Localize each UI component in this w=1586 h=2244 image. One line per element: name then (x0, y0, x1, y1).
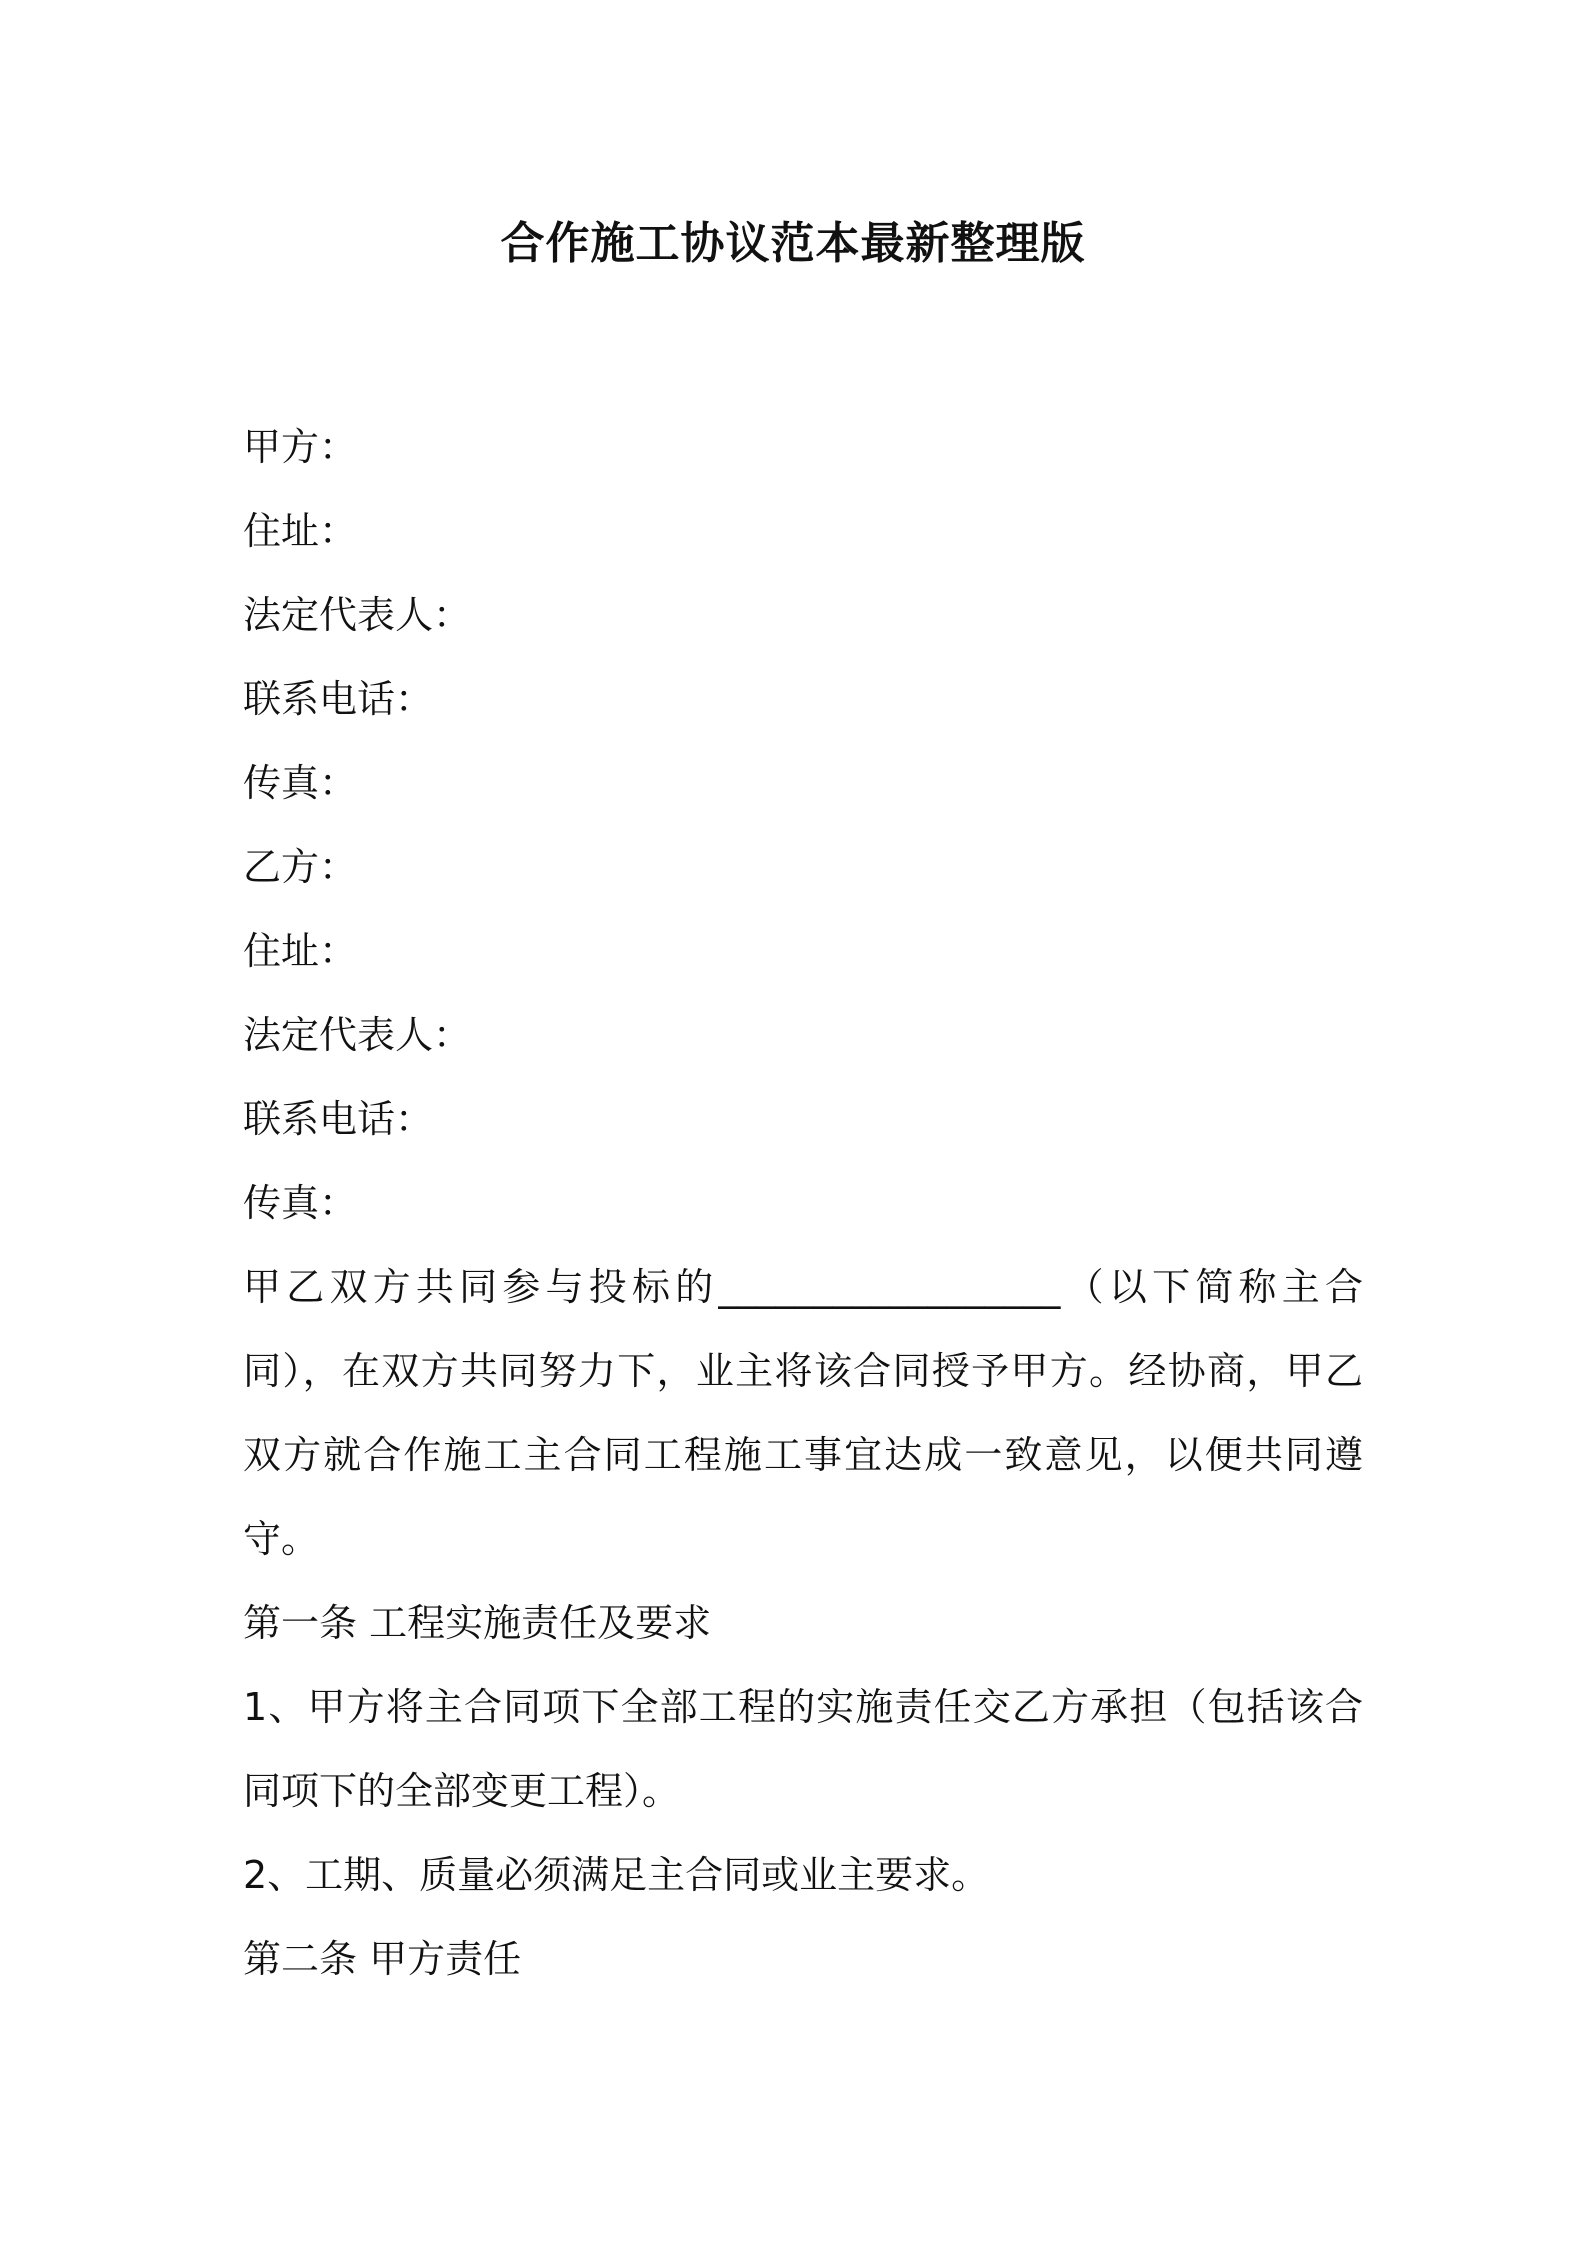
party-b-fax: 传真： (243, 1181, 358, 1225)
article-2-heading: 第二条 甲方责任 (243, 1937, 522, 1981)
party-a-fax: 传真： (243, 761, 358, 805)
article-1-item-2: 2、工期、质量必须满足主合同或业主要求。 (243, 1853, 990, 1897)
document-body (243, 405, 1363, 2001)
party-a-legal-rep: 法定代表人： (243, 593, 472, 637)
party-a-phone: 联系电话： (243, 677, 434, 721)
party-b-phone: 联系电话： (243, 1097, 434, 1141)
party-b-address: 住址： (243, 929, 358, 973)
party-a-address: 住址： (243, 509, 358, 553)
document-title: 合作施工协议范本最新整理版 (500, 218, 1086, 269)
intro-paragraph: 甲乙双方共同参与投标的__________________（以下简称主合同），在双方共同努力下，业主将该合同授予甲方。经协商，甲乙双方就合作施工主合同工程施工事宜达成一致意见，以便共同遵守。 (243, 1265, 1363, 1561)
article-1-heading: 第一条 工程实施责任及要求 (243, 1601, 712, 1645)
party-a-label: 甲方： (243, 425, 358, 469)
party-b-legal-rep: 法定代表人： (243, 1013, 472, 1057)
article-1-item-1: 1、甲方将主合同项下全部工程的实施责任交乙方承担（包括该合同项下的全部变更工程）。 (243, 1685, 1363, 1813)
party-b-label: 乙方： (243, 845, 358, 889)
